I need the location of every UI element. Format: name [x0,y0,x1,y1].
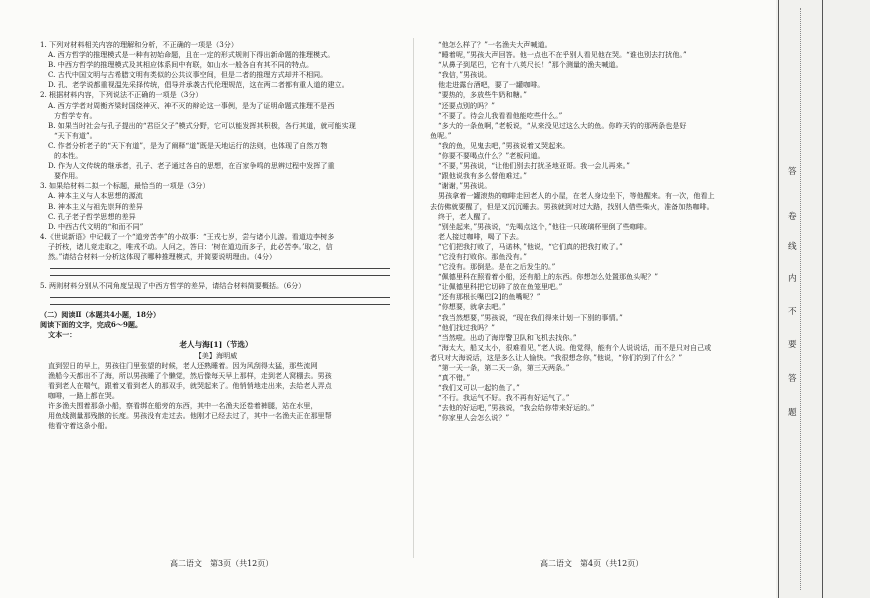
text-line: “它没有打败你。那鱼没有。” [438,251,527,261]
page-footer-3: 高二语文 第3页（共12页） [170,559,274,568]
text-line: C. 古代中国文明与古希腊文明有类似的公共议事空间，但是二者的推理方式却并不相同。 [48,70,328,80]
text-line: “我们又可以一起钓鱼了。” [438,383,520,393]
text-line: “我信，”男孩说。 [438,70,492,80]
binding-margin [776,0,870,598]
text-line: 者只对大海说话，这是多么让人愉快。“我很想念你，”他说，“你们钓到了什么？” [430,352,683,362]
text-line: “第一天一条，第二天一条，第三天两条。” [438,363,570,372]
text-line: 然。”请结合材料一分析这体现了哪种推理模式，并简要说明理由。（4分） [48,251,277,261]
text-line: 3. 如果给材料二拟一个标题，最恰当的一项是（3分） [40,181,210,191]
text-line: B. 神本主义与祖先崇拜的差异 [48,201,143,211]
text-line: “当然啦。出动了海岸警卫队和飞机去找你。” [438,332,577,342]
story-line: 咖啡，一路上都在哭。 [48,390,119,400]
text-line: 1. 下列对材料相关内容的理解和分析，不正确的一项是（3分） [40,40,238,49]
text-line: “佩德里科在照看着小船，还有船上的东西。你想怎么处置那鱼头呢？” [438,272,659,282]
binding-char: 题 [788,408,797,418]
text-line: “我的鱼，见鬼去吧，”男孩说着又哭起来。 [438,140,570,150]
story-line: 许多渔夫围着那条小船，察看绑在船旁的东西，其中一名渔夫还卷着裤腿，站在水里， [48,401,318,410]
text-line: “它没有。那倒是。是在之后发生的。” [438,262,556,272]
story-author: 【美】海明威 [194,350,238,360]
text-line: “还有那根长嘴巴[2]的鱼嘴呢？” [438,292,541,302]
text-line: 去仿佛就要醒了，但是又沉沉睡去。男孩就到对过大路，找别人借些柴火，准备加热咖啡。 [430,201,714,211]
story-line: 直到翌日的早上，男孩往门里张望的时候，老人还熟睡着。因为风刮得太猛，那些流网 [48,360,318,370]
text-line: 男孩拿着一罐滚热的咖啡走回老人的小屋，在老人身边坐下，等他醒来。有一次，他看上 [438,191,715,201]
answer-line [50,297,390,298]
text-line: “真不错。” [438,373,471,383]
text-line: “它们把我打败了，马诺林，”他说，“它们真的把我打败了。” [438,241,623,251]
binding-char: 要 [788,340,797,350]
text-line: “别坐起来，”男孩说，“先喝点这个，”他往一只玻璃杯里倒了些咖啡。 [438,221,652,231]
text-line: D. 孔、老学说都重视温先采择传统，倡导并承袭古代伦理规范，这在两二者都有重人道的建立。 [48,80,349,90]
text-line: “从鼻子到尾巴，它有十八英尺长！”那个测量的渔夫喊道。 [438,60,623,70]
text-line: B. 如果当时社会与孔子提出的“君臣父子”模式分野，它可以能发挥其积极，各行其道，就可能实现 [48,120,356,130]
text-line: 老人接过咖啡，喝了下去。 [438,231,524,241]
story-line: 看到老人在喘气，跟着又看到老人的那双手，就哭起来了。他悄悄地走出来，去给老人弄点 [48,380,332,390]
text-line: “我当然想要，”男孩说，“现在我们得来计划一下别的事情。” [438,312,623,322]
binding-line [822,0,823,598]
story-title: 老人与海[1]（节选） [179,340,253,350]
story-excerpt [40,361,392,432]
text-line: “跟他说我有多么替他难过。” [438,171,527,181]
text-line: A. 神本主义与人本思想的源流 [48,191,143,201]
text-line: 鱼呢。” [430,130,452,140]
binding-line [778,0,779,598]
text-line: “不要了。待会儿我看看他能吃些什么。” [438,110,563,120]
page-4-column [430,40,775,424]
text-line: A. 西方哲学的推理模式是一种有初始命题，且在一定的形式规则下得出新命题的推理模式。 [48,50,335,60]
text-line: 他走进露台酒吧，要了一罐咖啡。 [438,80,545,90]
text-line: 2. 根据材料内容，下列说法不正确的一项是（3分） [40,90,203,100]
text-line: D. 作为人文传统的继承者，孔子、老子通过各自的思想，在百家争鸣的思辨过程中发挥了重 [48,161,335,171]
text-line: D. 中西古代文明的“和而不同” [48,221,144,231]
text-line: “睡着呢，”男孩大声回答。他一点也不在乎别人看见他在哭。“谁也别去打扰他。” [438,50,687,60]
text-line: 的本性。 [54,151,83,161]
section-instructions: 阅读下面的文字，完成6～9题。 [40,320,143,330]
text-line: “多大的一条鱼啊，”老板说，“从来没见过这么大的鱼。你昨天钓的那两条也是好 [438,120,687,130]
binding-char: 答 [788,374,797,384]
text-label: 文本一： [48,330,77,340]
text-line: “天下有道”。 [54,130,97,140]
story-continuation [430,40,775,424]
text-line: “不要，”男孩说，“让他们别去打扰圣地亚哥。我一会儿再来。” [438,161,630,171]
binding-dotted-line [800,8,801,590]
text-line: “你想要，就拿去吧。” [438,302,506,312]
text-line: A. 西方学者对周衡齐梁时国绕神灭、神不灭的辩论这一事例，是为了证明命题式推理不是西 [48,100,335,110]
text-line: “他怎么样了？”一名渔夫大声喊道。 [438,40,552,49]
text-line: 子折枝，诸儿竞走取之，唯戎不动。人问之，答曰：‘树在道边而多子，此必苦李。’取之，信 [48,241,333,251]
text-line: C. 孔子老子哲学思想的差异 [48,211,136,221]
text-line: 终于，老人醒了。 [438,211,495,221]
text-line: 4.《世说新语》中记载了一个“道旁苦李”的小故事：“王戎七岁，尝与诸小儿游。看道边李树多 [40,231,335,241]
text-line: “谢谢，”男孩说。 [438,181,492,191]
text-line: “他们找过我吗？” [438,322,495,332]
page-divider [413,38,414,558]
text-line: C. 作者分析老子的“天下有道”，是为了阐释“道”既是天地运行的法则，也体现了自然万物 [48,140,328,150]
text-line: B. 中西方哲学的推理模式及其相应体系间中有联，如山水一般各自有其不同的特点。 [48,60,314,70]
binding-char: 线 [788,242,797,252]
text-line: “海太大，船又太小，很难看见，”老人说。他觉得，能有个人说说话，而不是只对自己或 [438,342,712,352]
text-line: “让佩德里科把它切碎了放在鱼笼里吧。” [438,282,563,292]
answer-line [50,268,390,269]
page-footer-4: 高二语文 第4页（共12页） [540,559,644,568]
binding-char: 答 [788,167,797,177]
text-line: “你要不要喝点什么？”老板问道。 [438,151,545,161]
binding-char: 卷 [788,212,797,222]
questions-block [40,40,392,262]
text-line: “要热的，多放些牛奶和糖。” [438,90,527,100]
text-line: 要作用。 [54,171,83,181]
binding-char: 内 [788,274,797,284]
text-line: “去他的好运吧，”男孩说，“我会给你带来好运的。” [438,403,595,413]
story-line: 渔船今天都出不了海，所以男孩睡了个懒觉，然后像每天早上那样，走到老人窝棚去。男孩 [48,370,332,380]
text-line: “不行。我运气不好。我不再有好运气了。” [438,393,570,403]
binding-char: 不 [788,307,797,317]
text-line: “你家里人会怎么说？” [438,413,510,423]
text-line: “还要点别的吗？” [438,100,495,110]
question-5: 5. 两则材料分别从不同角度呈现了中西方哲学的差异，请结合材料简要概括。（6分） [40,281,306,291]
story-line: 用鱼线测量那残骸的长度。男孩没有走过去。他刚才已经去过了，其中一名渔夫正在那里帮 [48,411,332,421]
page-3-column [40,40,392,431]
text-line: 方哲学专有。 [54,110,97,120]
story-line: 他看守着这条小船。 [48,421,112,431]
section-heading: （二）阅读Ⅱ（本题共4小题，18分） [40,310,161,320]
